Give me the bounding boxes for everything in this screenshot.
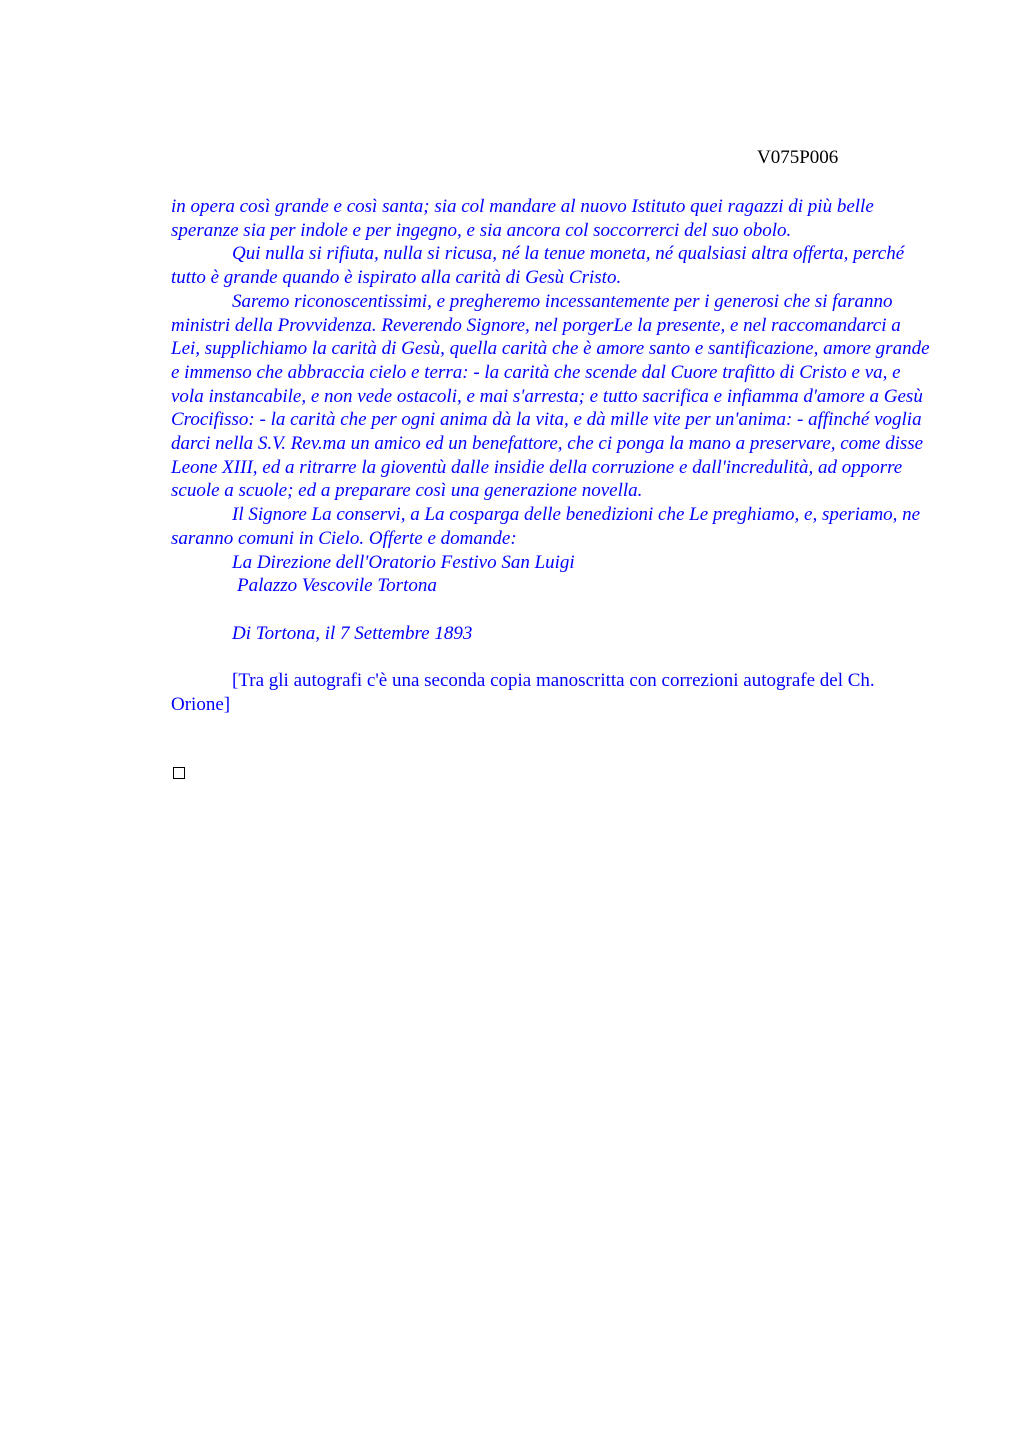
editorial-note: [Tra gli autografi c'è una seconda copia manoscritta con correzioni autografe del Ch. Orione] — [171, 670, 875, 715]
page-identifier: V075P006 — [757, 147, 839, 168]
paragraph-blessing: Il Signore La conservi, a La cosparga delle benedizioni che Le preghiamo, e, speriamo, ne saranno comuni in Cielo. Offerte e domande: — [171, 504, 921, 549]
signature-address: Palazzo Vescovile Tortona — [237, 575, 437, 597]
letter-body — [171, 195, 931, 716]
paragraph-offerings: Qui nulla si rifiuta, nulla si ricusa, né la tenue moneta, né qualsiasi altra offerta, perché tutto è grande quando è ispirato alla carità di Gesù Cristo. — [171, 243, 905, 289]
square-glyph-icon — [173, 767, 185, 779]
paragraph-appeal: Saremo riconoscentissimi, e pregheremo incessantemente per i generosi che si faranno ministri della Provvidenza. Reverendo Signore, nel porgerLe la presente, e nel raccomandarci a Lei, supplichiamo la carità di Gesù, quella carità che è amore santo e santificazione, amore grande e immenso che abbraccia cielo e terra: - la carità che scende dal Cuore trafitto di Cristo e va, e vola instancabile, e non vede ostacoli, e mai s'arresta; e tutto sacrifica e infiamma d'amore a Gesù Crocifisso: - la carità che per ogni anima dà la vita, e dà mille vite per un'anima: - affinché voglia darci nella S.V. Rev.ma un amico ed un benefattore, che ci ponga la mano a preservare, come disse Leone XIII, ed a ritrarre la gioventù dalle insidie della corruzione e dall'incredulità, ad opporre scuole a scuole; ed a preparare così una generazione novella. — [171, 290, 930, 502]
date-line: Di Tortona, il 7 Settembre 1893 — [232, 622, 473, 644]
signature-direction: La Direzione dell'Oratorio Festivo San Luigi — [232, 551, 575, 573]
paragraph-continuation: in opera così grande e così santa; sia col mandare al nuovo Istituto quei ragazzi di più belle speranze sia per indole e per ingegno, e sia ancora col soccorrerci del suo obolo. — [171, 196, 874, 241]
